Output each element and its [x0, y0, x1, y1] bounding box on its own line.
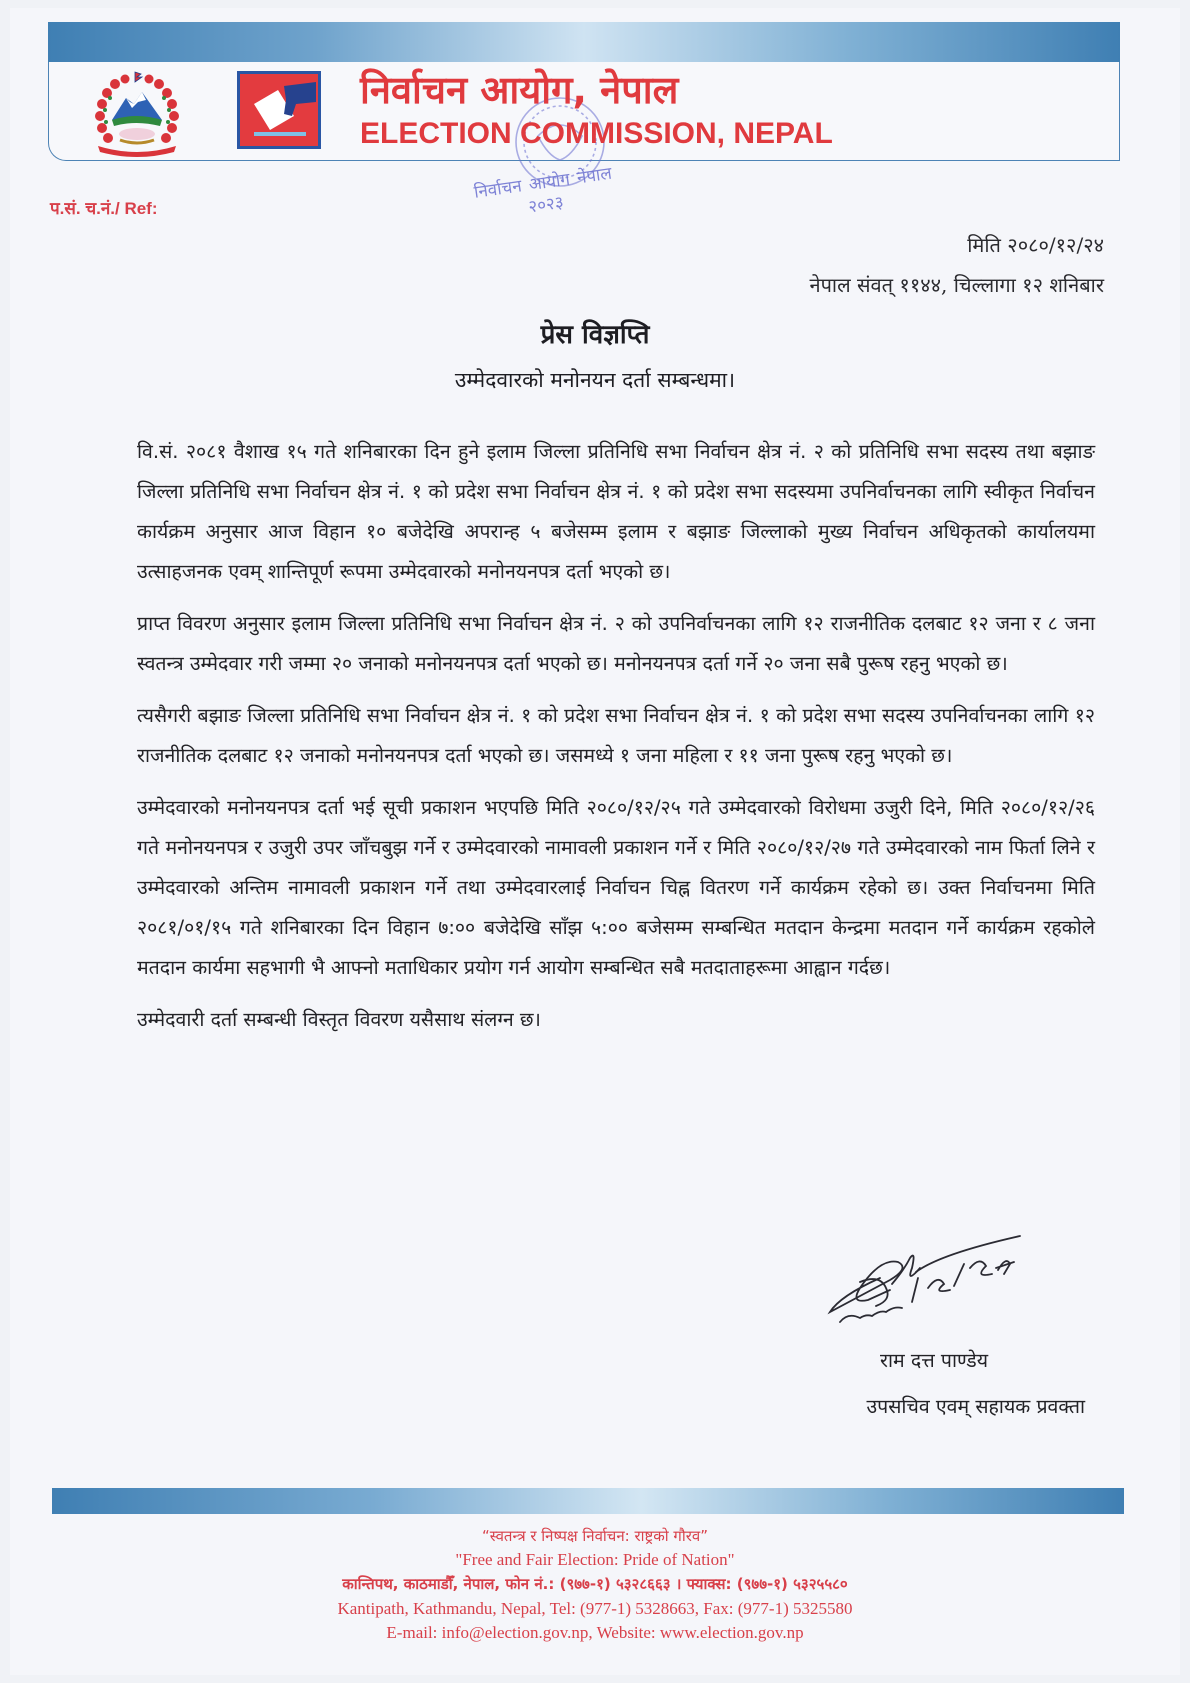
signatory-name: राम दत्त पाण्डेय [880, 1349, 989, 1372]
footer-address-english: Kantipath, Kathmandu, Nepal, Tel: (977-1) 5328663, Fax: (977-1) 5325580 [337, 1599, 853, 1618]
election-commission-logo-icon [236, 70, 322, 150]
nepal-emblem-icon [86, 68, 188, 160]
footer-contact: E-mail: info@election.gov.np, Website: www.election.gov.np [386, 1623, 804, 1642]
body-paragraph-1: वि.सं. २०८१ वैशाख १५ गते शनिबारका दिन हुने इलाम जिल्ला प्रतिनिधि सभा निर्वाचन क्षेत्र नं. २ को प्रतिनिधि सभा सदस्य तथा बझाङ जिल्ला प्रतिनिधि सभा निर्वाचन क्षेत्र नं. १ को प्रदेश सभा निर्वाचन क्षेत्र नं. १ को प्रदेश सभा सदस्यमा उपनिर्वाचनका लागि स्वीकृत निर्वाचन कार्यक्रम अनुसार आज विहान १० बजेदेखि अपरान्ह ५ बजेसम्म इलाम र बझाङ जिल्लाको मुख्य निर्वाचन अधिकृतको कार्यालयमा उत्साहजनक एवम् शान्तिपूर्ण रूपमा उम्मेदवारको मनोनयनपत्र दर्ता भएको छ। [137, 440, 1095, 583]
body-paragraph-4: उम्मेदवारको मनोनयनपत्र दर्ता भई सूची प्रकाशन भएपछि मिति २०८०/१२/२५ गते उम्मेदवारको विरोधमा उजुरी दिने, मिति २०८०/१२/२६ गते मनोनयनपत्र र उजुरी उपर जाँचबुझ गर्ने र उम्मेदवारको नामावली प्रकाशन गर्ने र मिति २०८०/१२/२७ गते उम्मेदवारको नाम फिर्ता लिने र उम्मेदवारको अन्तिम नामावली प्रकाशन गर्ने तथा उम्मेदवारलाई निर्वाचन चिह्न वितरण गर्ने कार्यक्रम रहेको छ। उक्त निर्वाचनमा मिति २०८१/०१/१५ गते शनिबारका दिन विहान ७:०० बजेदेखि साँझ ५:०० बजेसम्म सम्बन्धित मतदान केन्द्रमा मतदान गर्ने कार्यक्रम रहकोले मतदान कार्यमा सहभागी भै आफ्नो मताधिकार प्रयोग गर्न आयोग सम्बन्धित सबै मतदाताहरूमा आह्वान गर्दछ। [137, 796, 1095, 979]
footer-slogan-english: "Free and Fair Election: Pride of Nation" [455, 1550, 735, 1569]
date-line: मिति २०८०/१२/२४ [967, 233, 1104, 257]
reference-number-label: प.सं. च.नं./ Ref: [50, 199, 158, 218]
press-release-body [137, 432, 1095, 1052]
body-paragraph-2: प्राप्त विवरण अनुसार इलाम जिल्ला प्रतिनिधि सभा निर्वाचन क्षेत्र नं. २ को उपनिर्वाचनका लागि १२ राजनीतिक दलबाट १२ जना र ८ जना स्वतन्त्र उम्मेदवार गरी जम्मा २० जनाको मनोनयनपत्र दर्ता भएको छ। मनोनयनपत्र दर्ता गर्ने २० जना सबै पुरूष रहनु भएको छ। [137, 612, 1095, 675]
official-stamp-text: निर्वाचन आयोग नेपाल २०२३ [472, 163, 614, 218]
header-top-band [48, 22, 1120, 62]
press-release-title: प्रेस विज्ञप्ति [540, 320, 650, 350]
footer [0, 1524, 1190, 1645]
nepal-samvat-date: नेपाल संवत् ११४४, चिल्लागा १२ शनिबार [809, 273, 1104, 297]
press-release-subject: उम्मेदवारको मनोनयन दर्ता सम्बन्धमा। [454, 368, 736, 392]
body-paragraph-5: उम्मेदवारी दर्ता सम्बन्धी विस्तृत विवरण यसैसाथ संलग्न छ। [137, 1008, 541, 1031]
signatory-title: उपसचिव एवम् सहायक प्रवक्ता [866, 1395, 1085, 1418]
header-title-english: ELECTION COMMISSION, NEPAL [360, 117, 833, 150]
footer-address-nepali: कान्तिपथ, काठमाडौँ, नेपाल, फोन नं.: (९७७-१) ५३२८६६३ । फ्याक्स: (९७७-१) ५३२५५८० [342, 1575, 848, 1593]
header-title-nepali: निर्वाचन आयोग, नेपाल [360, 68, 679, 112]
handwritten-signature [820, 1232, 1040, 1332]
body-paragraph-3: त्यसैगरी बझाङ जिल्ला प्रतिनिधि सभा निर्वाचन क्षेत्र नं. १ को प्रदेश सभा निर्वाचन क्षेत्र नं. १ को प्रदेश सभा सदस्य उपनिर्वाचनका लागि १२ राजनीतिक दलबाट १२ जनाको मनोनयनपत्र दर्ता भएको छ। जसमध्ये १ जना महिला र ११ जना पुरूष रहनु भएको छ। [137, 704, 1095, 767]
footer-slogan-nepali: “स्वतन्त्र र निष्पक्ष निर्वाचन: राष्ट्रको गौरव” [481, 1527, 709, 1545]
footer-band [52, 1488, 1124, 1514]
